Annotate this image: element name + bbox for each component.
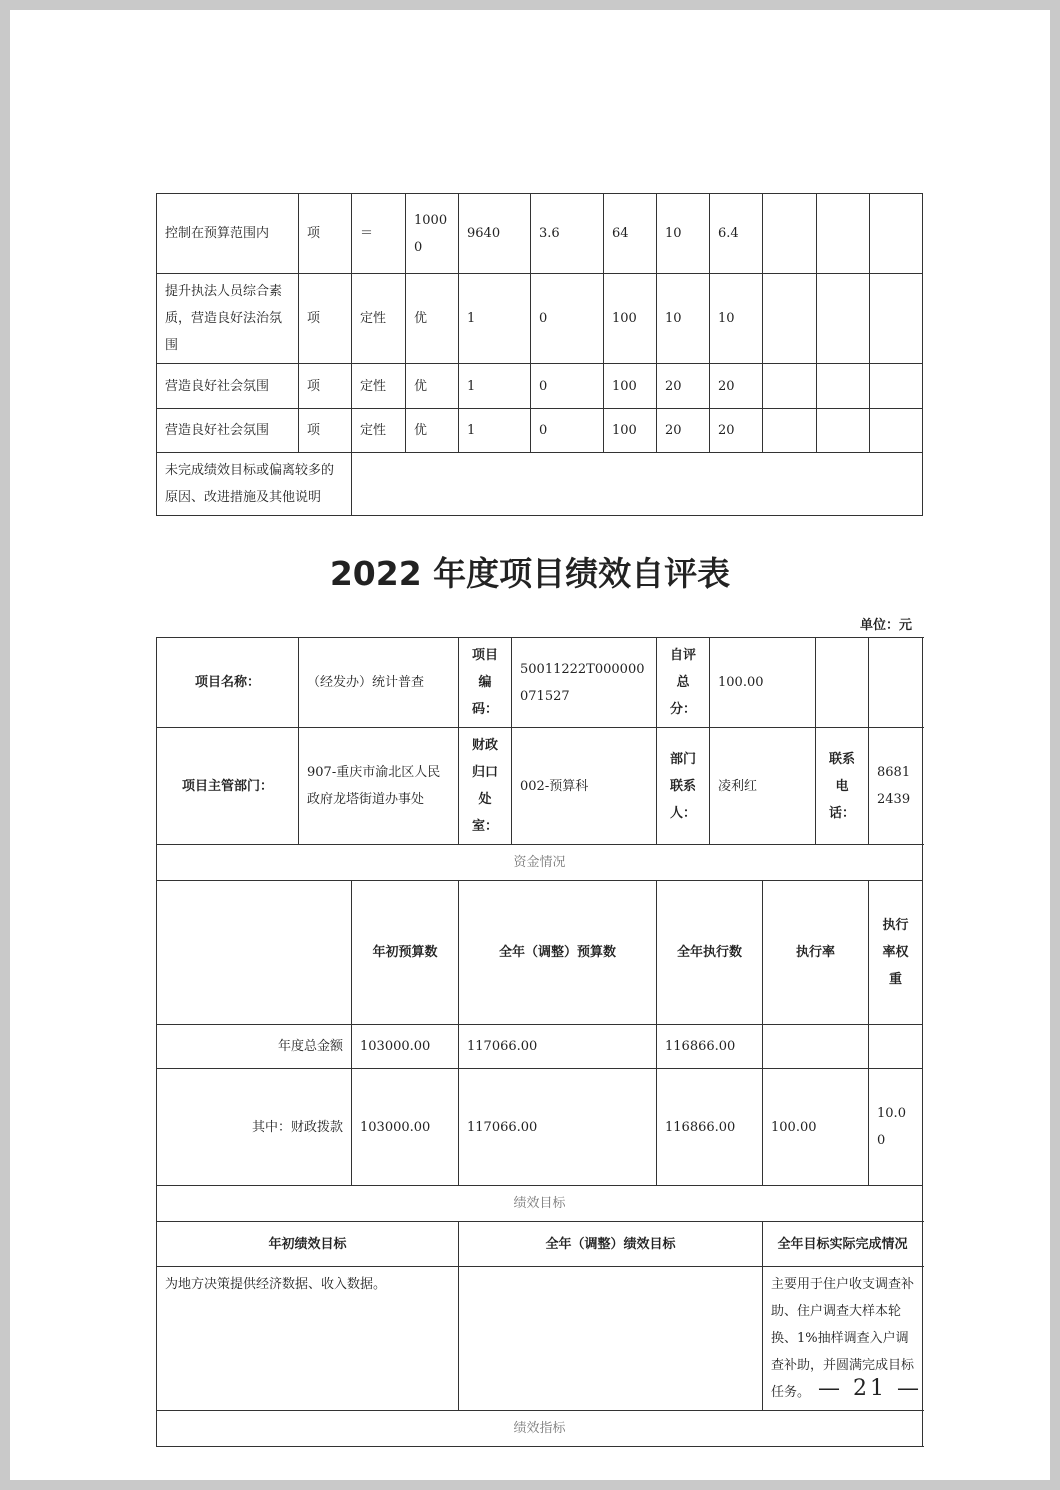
col-header: 执行率 — [763, 881, 869, 1025]
self-evaluation-table — [156, 637, 923, 1447]
project-name-label: 项目名称： — [157, 638, 299, 728]
col-header: 全年目标实际完成情况 — [763, 1222, 923, 1267]
row-label: 其中：财政拨款 — [157, 1069, 352, 1186]
indicator-name: 营造良好社会氛围 — [157, 364, 299, 409]
row-label: 年度总金额 — [157, 1025, 352, 1069]
table-row — [157, 1411, 923, 1447]
indicator-name: 营造良好社会氛围 — [157, 409, 299, 453]
table-row — [157, 638, 923, 728]
col-header: 全年（调整）绩效目标 — [459, 1222, 763, 1267]
project-name: （经发办）统计普查 — [299, 638, 459, 728]
dept: 907-重庆市渝北区人民政府龙塔街道办事处 — [299, 728, 459, 845]
indicator-name: 提升执法人员综合素质，营造良好法治氛围 — [157, 274, 299, 364]
table-row: 控制在预算范围内 项 ＝ 10000 9640 3.6 64 10 6.4 — [157, 194, 923, 274]
table-row — [157, 1186, 923, 1222]
initial-goal: 为地方决策提供经济数据、收入数据。 — [157, 1267, 459, 1411]
indicators-section-header: 绩效指标 — [157, 1411, 923, 1447]
page-title: 2022 年度项目绩效自评表 — [329, 554, 731, 593]
col-header: 全年执行数 — [657, 881, 763, 1025]
table-row: 营造良好社会氛围 项 定性 优 1 0 100 20 20 — [157, 364, 923, 409]
table-row — [157, 728, 923, 845]
table-row — [157, 453, 923, 516]
table-row — [157, 1222, 923, 1267]
finance: 002-预算科 — [512, 728, 657, 845]
self-score-label: 自评总分： — [657, 638, 710, 728]
contact: 凌利红 — [710, 728, 816, 845]
col-header: 执行率权重 — [869, 881, 923, 1025]
table-row — [157, 881, 923, 1025]
table-row: 营造良好社会氛围 项 定性 优 1 0 100 20 20 — [157, 409, 923, 453]
phone-label: 联系电话： — [816, 728, 869, 845]
goals-section-header: 绩效目标 — [157, 1186, 923, 1222]
col-header: 年初预算数 — [352, 881, 459, 1025]
table-row: 年度总金额 103000.00 117066.00 116866.00 — [157, 1025, 923, 1069]
indicator-name: 控制在预算范围内 — [157, 194, 299, 274]
self-score: 100.00 — [710, 638, 816, 728]
contact-label: 部门联系人： — [657, 728, 710, 845]
note-value — [352, 453, 923, 516]
table-row — [157, 1267, 923, 1411]
document-page — [10, 10, 1050, 1480]
funds-section-header: 资金情况 — [157, 845, 923, 881]
project-code-label: 项目编码： — [459, 638, 512, 728]
phone: 86812439 — [869, 728, 923, 845]
table-row — [157, 845, 923, 881]
actual-completion: 主要用于住户收支调查补助、住户调查大样本轮换、1%抽样调查入户调查补助，并圆满完成目标任务。 — [763, 1267, 923, 1411]
col-header: 年初绩效目标 — [157, 1222, 459, 1267]
col-header: 全年（调整）预算数 — [459, 881, 657, 1025]
table-row: 提升执法人员综合素质，营造良好法治氛围 项 定性 优 1 0 100 10 10 — [157, 274, 923, 364]
finance-label: 财政归口处室： — [459, 728, 512, 845]
adjusted-goal — [459, 1267, 763, 1411]
indicator-table — [156, 193, 923, 516]
table-row: 其中：财政拨款 103000.00 117066.00 116866.00 100.00 10.00 — [157, 1069, 923, 1186]
project-code: 50011222T000000071527 — [512, 638, 657, 728]
dept-label: 项目主管部门： — [157, 728, 299, 845]
page-number: — 21 — — [818, 1376, 922, 1401]
note-label: 未完成绩效目标或偏离较多的原因、改进措施及其他说明 — [157, 453, 352, 516]
unit-label: 单位：元 — [859, 618, 912, 633]
